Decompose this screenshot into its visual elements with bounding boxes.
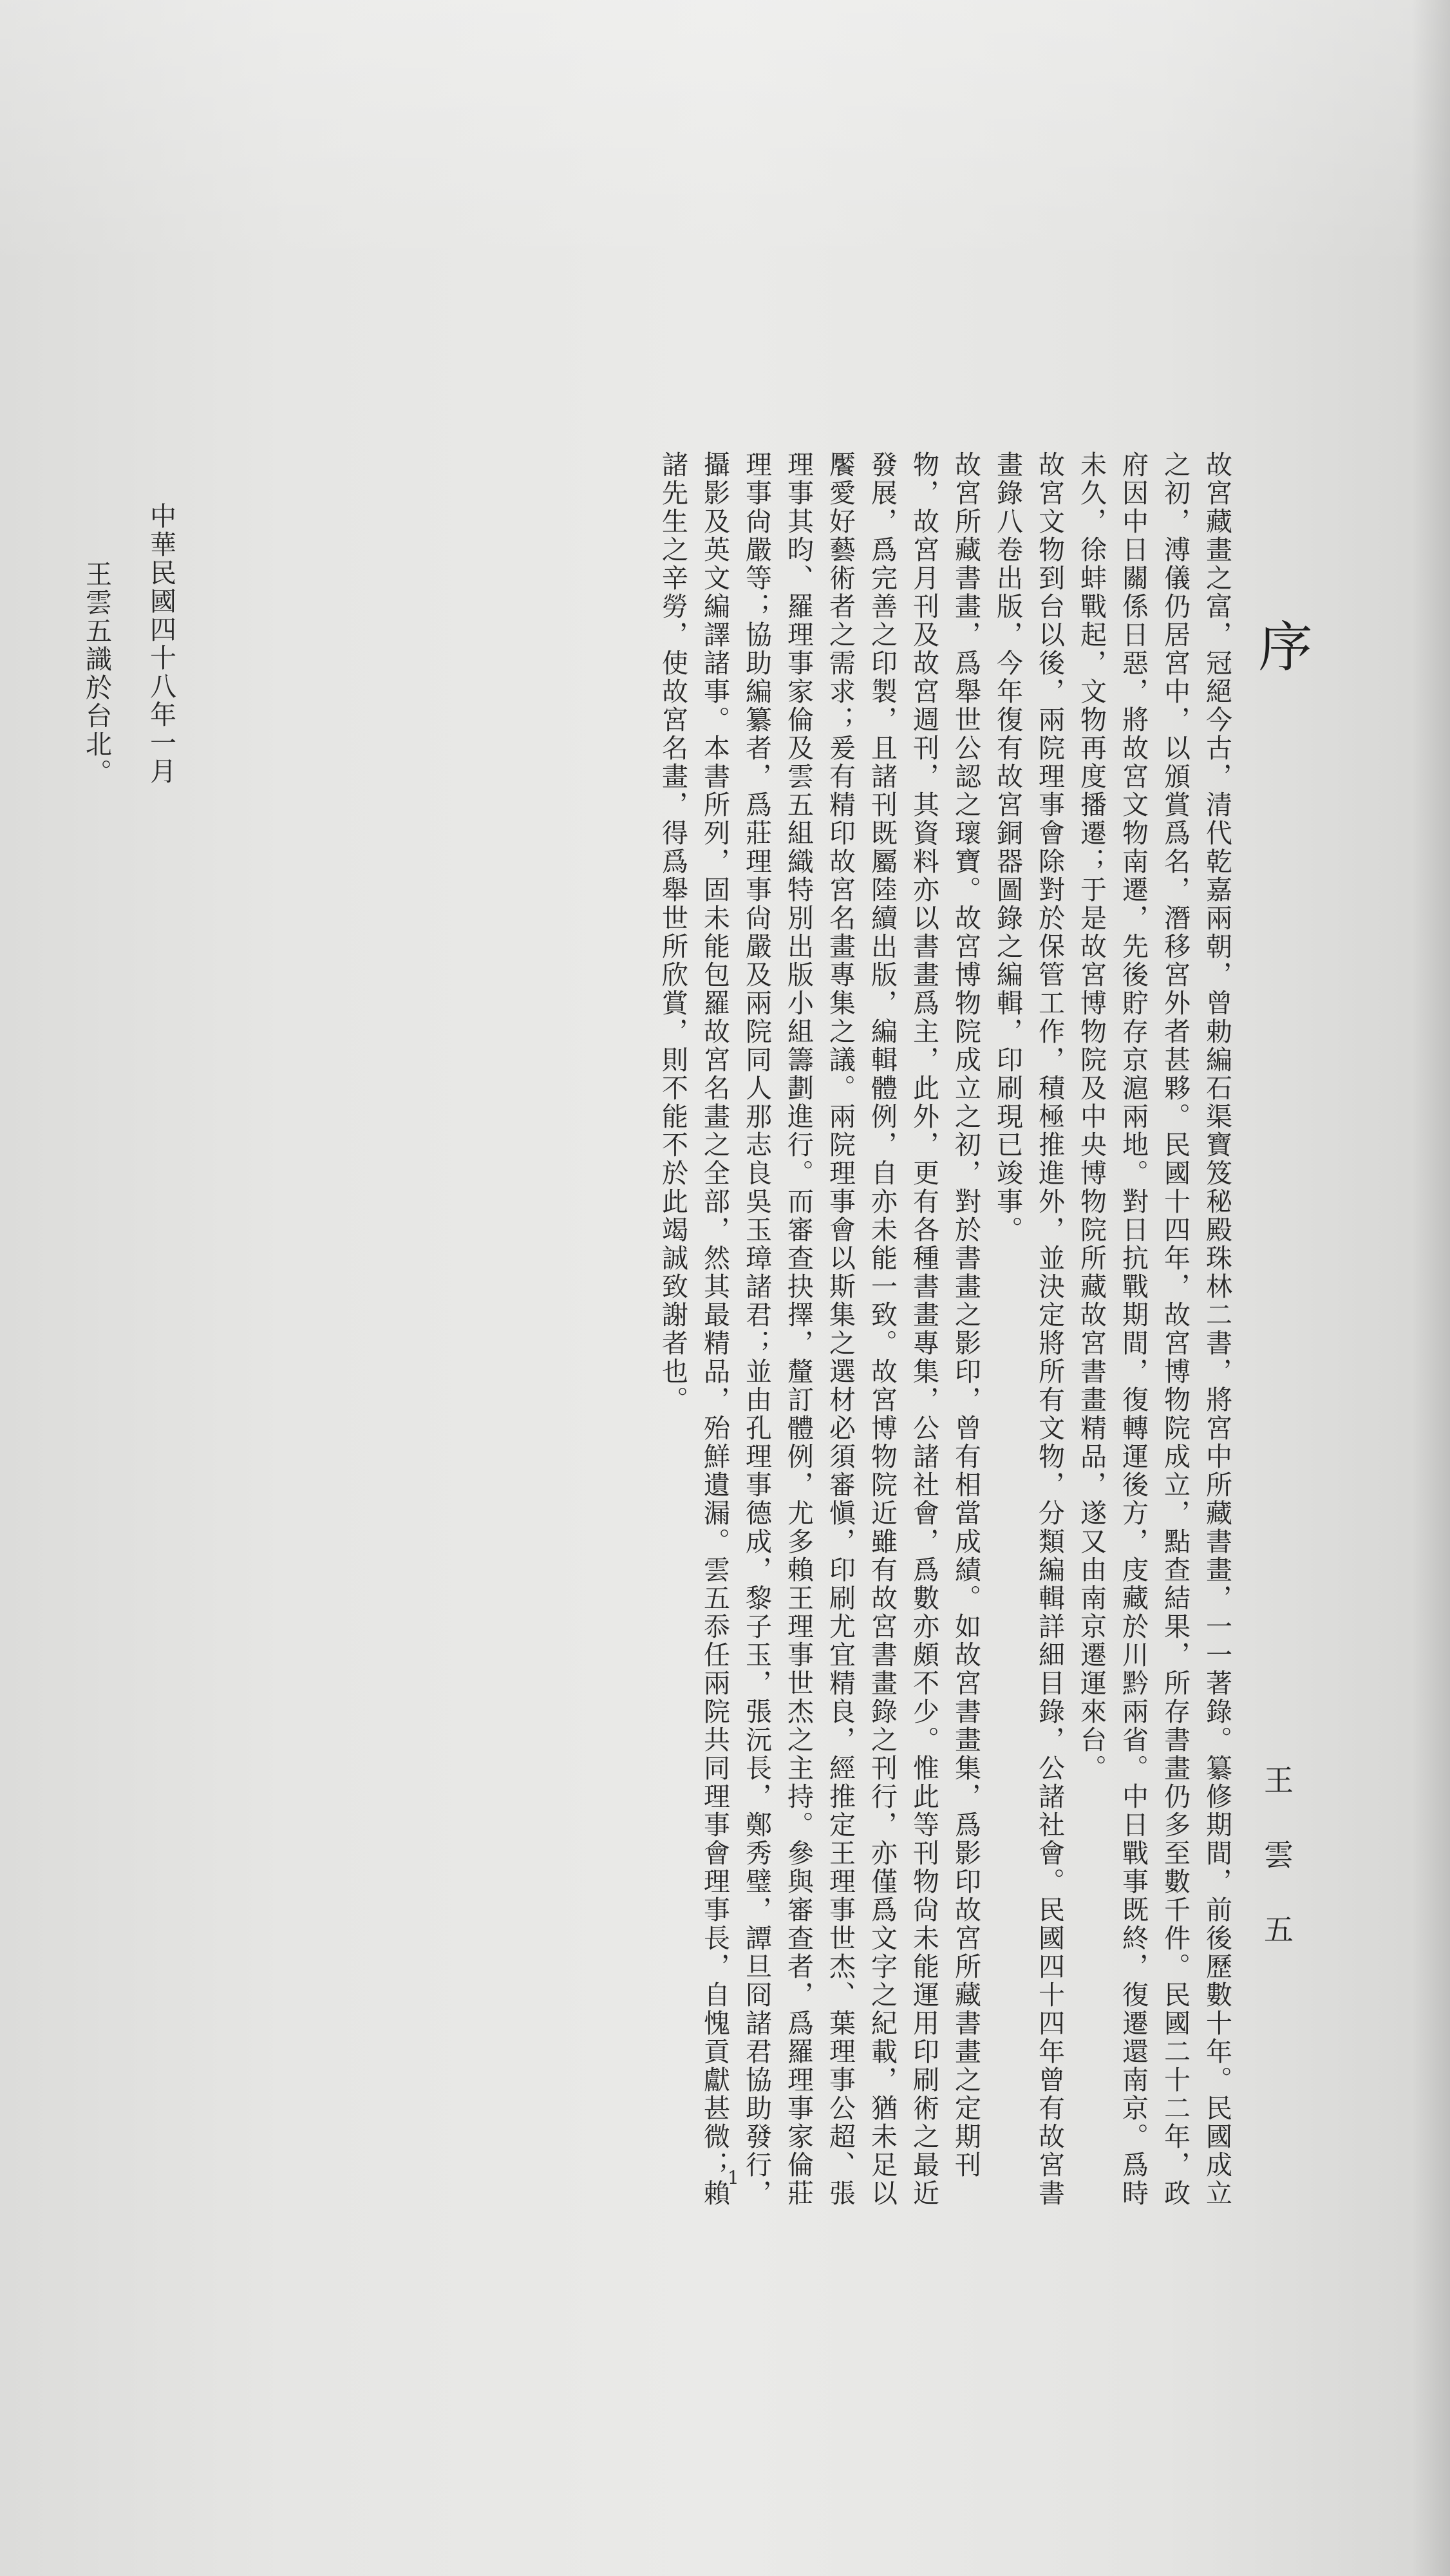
paragraph-1: 故宮藏畫之富，冠絕今古，清代乾嘉兩朝，曾勅編石渠寶笈秘殿珠林二書，將宮中所藏書畫，一一著錄。纂修期間，前後歷數十年。民國成立之初，溥儀仍居宮中，以頒賞爲名，潛移宮外者甚夥。民國十四年，故宮博物院成立，點查結果，所存書畫仍多至數千件。民國二十二年，政府因中日關係日惡，將故宮文物南遷，先後貯存京滬兩地。對日抗戰期間，復轉運後方，庋藏於川黔兩省。中日戰事既終，復遷還南京。爲時未久，徐蚌戰起，文物再度播遷；于是故宮博物院及中央博物院所藏故宮書畫精品，遂又由南京遷運來台。 [1076,451,1232,2208]
page-lighting [0,0,1450,270]
preface-body [652,451,1238,2209]
page-edge-shadow [1411,0,1450,2576]
page-number: 1 [728,2167,739,2188]
paragraph-2: 故宮文物到台以後，兩院理事會除對於保管工作，積極推進外，並決定將所有文物，分類編輯詳細目錄，公諸社會。民國四十四年曾有故宮書畫錄八卷出版，今年復有故宮銅器圖錄之編輯，印刷現已竣事。 [992,451,1065,2208]
paragraph-3: 故宮所藏書畫，爲舉世公認之瓌寶。故宮博物院成立之初，對於書畫之影印，曾有相當成績。如故宮書畫集，爲影印故宮所藏書畫之定期刊物，故宮月刊及故宮週刊，其資料亦以書畫爲主，此外，更有各種書畫專集，公諸社會，爲數亦頗不少。惟此等刊物尙未能運用印刷術之最近發展，爲完善之印製，且諸刊既屬陸續出版，編輯體例，自亦未能一致。故宮博物院近雖有故宮書畫錄之刊行，亦僅爲文字之紀載，猶未足以饜愛好藝術者之需求；爰有精印故宮名畫專集之議。兩院理事會以斯集之選材必須審愼，印刷尤宜精良，經推定王理事世杰、葉理事公超、張理事其昀、羅理事家倫及雲五組織特別出版小組籌劃進行。而審查抉擇，釐訂體例，尤多賴王理事世杰之主持。參與審查者，爲羅理事家倫莊理事尙嚴等；協助編纂者，爲莊理事尙嚴及兩院同人那志良吳玉璋諸君；並由孔理事德成，黎子玉，張沅長，鄭秀璧，譚旦冏諸君協助發行，攝影及英文編譯諸事。本書所列，固未能包羅故宮名畫之全部，然其最精品，殆鮮遺漏。雲五忝任兩院共同理事會理事長，自愧貢獻甚微；賴諸先生之辛勞，使故宮名畫，得爲舉世所欣賞，則不能不於此竭誠致謝者也。 [657,451,981,2208]
signature-date: 中華民國四十八年一月 [146,502,176,786]
preface-title: 序 [1250,618,1313,672]
signature-name: 王雲五識於台北。 [81,560,112,787]
author-name: 王雲五 [1259,1765,1294,1989]
signature-block [81,502,193,1340]
